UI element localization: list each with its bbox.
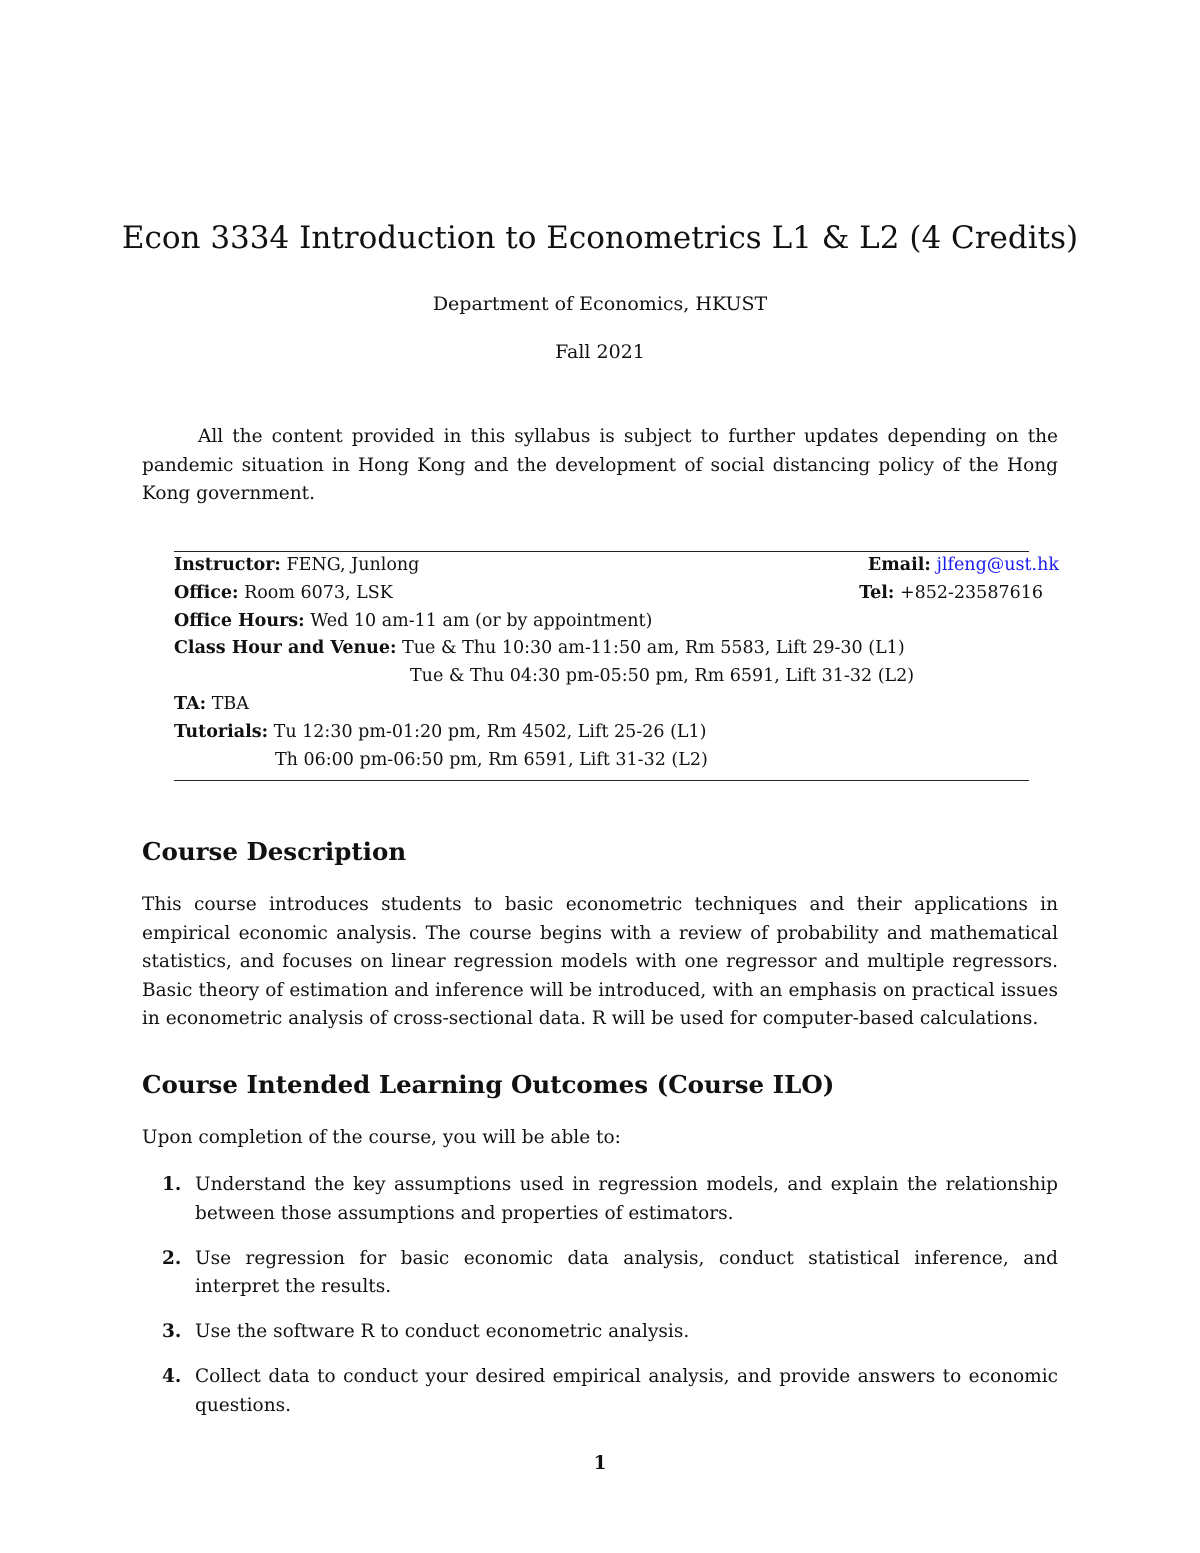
ilo-item	[142, 1318, 1058, 1347]
email-link[interactable]: jlfeng@ust.hk	[936, 555, 1059, 575]
office-hours-row	[174, 608, 1029, 636]
ilo-item-text: Use the software R to conduct econometric analysis.	[195, 1321, 690, 1342]
notice-paragraph: All the content provided in this syllabus is subject to further updates depending on the pandemic situation in Hong Kong and the development of social distancing policy of the Hong Kong government.	[142, 426, 1058, 504]
ilo-item	[142, 1171, 1058, 1228]
tel-value: +852-23587616	[899, 582, 1043, 603]
tutorial-l2: Th 06:00 pm-06:50 pm, Rm 6591, Lift 31-32 (L2)	[275, 749, 708, 770]
class-hour-label: Class Hour and Venue:	[174, 638, 397, 659]
tutorials-row	[174, 719, 1029, 747]
office-value: Room 6073, LSK	[244, 582, 393, 603]
office-row	[174, 580, 1043, 608]
ta-label: TA:	[174, 693, 207, 714]
class-hour-l2: Tue & Thu 04:30 pm-05:50 pm, Rm 6591, Lift 31-32 (L2)	[410, 666, 915, 687]
ilo-item-text: Collect data to conduct your desired empirical analysis, and provide answers to economic questions.	[195, 1366, 1058, 1416]
ilo-heading: Course Intended Learning Outcomes (Course ILO)	[142, 1070, 835, 1099]
ilo-item-number: 1.	[162, 1174, 182, 1195]
office-hours-label: Office Hours:	[174, 610, 305, 631]
tutorials-row-l2	[174, 747, 1029, 775]
ilo-item-number: 4.	[162, 1366, 182, 1387]
class-hour-row-l2	[174, 663, 1029, 691]
instructor-value: FENG, Junlong	[286, 555, 420, 575]
email-group	[868, 552, 1059, 580]
tutorials-label: Tutorials:	[174, 721, 269, 742]
office-label: Office:	[174, 582, 239, 603]
ilo-intro: Upon completion of the course, you will be able to:	[142, 1127, 621, 1148]
instructor-label: Instructor:	[174, 555, 281, 575]
ilo-item-number: 2.	[162, 1247, 182, 1269]
ta-value: TBA	[211, 693, 249, 714]
ilo-list	[142, 1171, 1058, 1437]
document-title: Econ 3334 Introduction to Econometrics L1 & L2 (4 Credits)	[121, 220, 1079, 256]
course-description-heading: Course Description	[142, 837, 407, 866]
ta-row	[174, 691, 1029, 719]
class-hour-l1: Tue & Thu 10:30 am-11:50 am, Rm 5583, Lift 29-30 (L1)	[402, 638, 905, 659]
course-description-text: This course introduces students to basic econometric techniques and their applications in empirical economic analysis. The course begins with a review of probability and mathematical statistics, and focuses on linear regression models with one regressor and multiple regressors. Basic theory of estimation and inference will be introduced, with an emphasis on practical issues in econometric analysis of cross-sectional data. R will be used for computer-based calculations.	[142, 894, 1058, 1030]
instructor-row	[174, 552, 1059, 580]
ilo-item	[142, 1245, 1058, 1302]
class-hour-row	[174, 635, 1029, 663]
office-hours-value: Wed 10 am-11 am (or by appointment)	[310, 610, 653, 631]
ilo-item-text: Use regression for basic economic data analysis, conduct statistical inference, and interpret the results.	[195, 1247, 1058, 1297]
ilo-item-text: Understand the key assumptions used in regression models, and explain the relationship between those assumptions and properties of estimators.	[195, 1174, 1058, 1224]
tutorial-l1: Tu 12:30 pm-01:20 pm, Rm 4502, Lift 25-26 (L1)	[273, 721, 707, 742]
ilo-item-number: 3.	[162, 1321, 182, 1342]
tel-group	[859, 580, 1043, 608]
page-number: 1	[593, 1453, 607, 1474]
department-name: Department of Economics, HKUST	[432, 293, 768, 315]
tel-label: Tel:	[859, 582, 895, 603]
email-label: Email:	[867, 555, 931, 575]
ilo-item	[142, 1363, 1058, 1420]
term: Fall 2021	[555, 341, 645, 363]
course-info-table	[174, 551, 1059, 781]
